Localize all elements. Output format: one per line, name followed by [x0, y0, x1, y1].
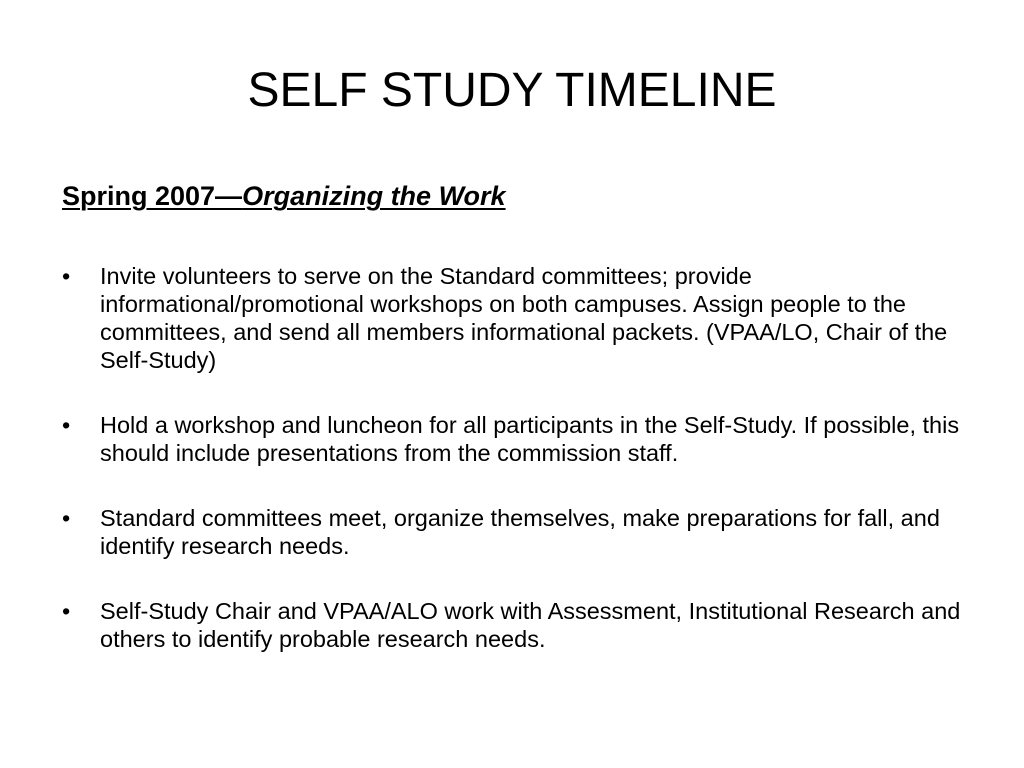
bullet-text: Standard committees meet, organize themselves, make preparations for fall, and identify research needs.	[100, 505, 940, 559]
slide-title: SELF STUDY TIMELINE	[247, 64, 777, 117]
bullet-item	[62, 597, 972, 653]
bullet-item	[62, 504, 972, 560]
bullet-dot-icon: •	[62, 598, 71, 624]
bullet-text: Hold a workshop and luncheon for all participants in the Self-Study. If possible, this should include presentations from the commission staff.	[100, 412, 960, 466]
section-heading	[62, 181, 506, 212]
bullet-item	[62, 262, 972, 374]
bullet-item	[62, 411, 972, 467]
bullet-dot-icon: •	[62, 263, 71, 289]
section-heading-topic: Organizing the Work	[242, 181, 506, 211]
bullet-dot-icon: •	[62, 412, 71, 438]
bullet-list	[62, 262, 972, 690]
section-heading-period: Spring 2007—	[62, 181, 243, 211]
bullet-text: Invite volunteers to serve on the Standard committees; provide informational/promotional workshops on both campuses. Assign people to the committees, and send all members informational packets. (VPAA/LO, Chair of the Self-Study)	[100, 263, 948, 373]
bullet-dot-icon: •	[62, 505, 71, 531]
bullet-text: Self-Study Chair and VPAA/ALO work with Assessment, Institutional Research and others to identify probable research needs.	[100, 598, 961, 652]
